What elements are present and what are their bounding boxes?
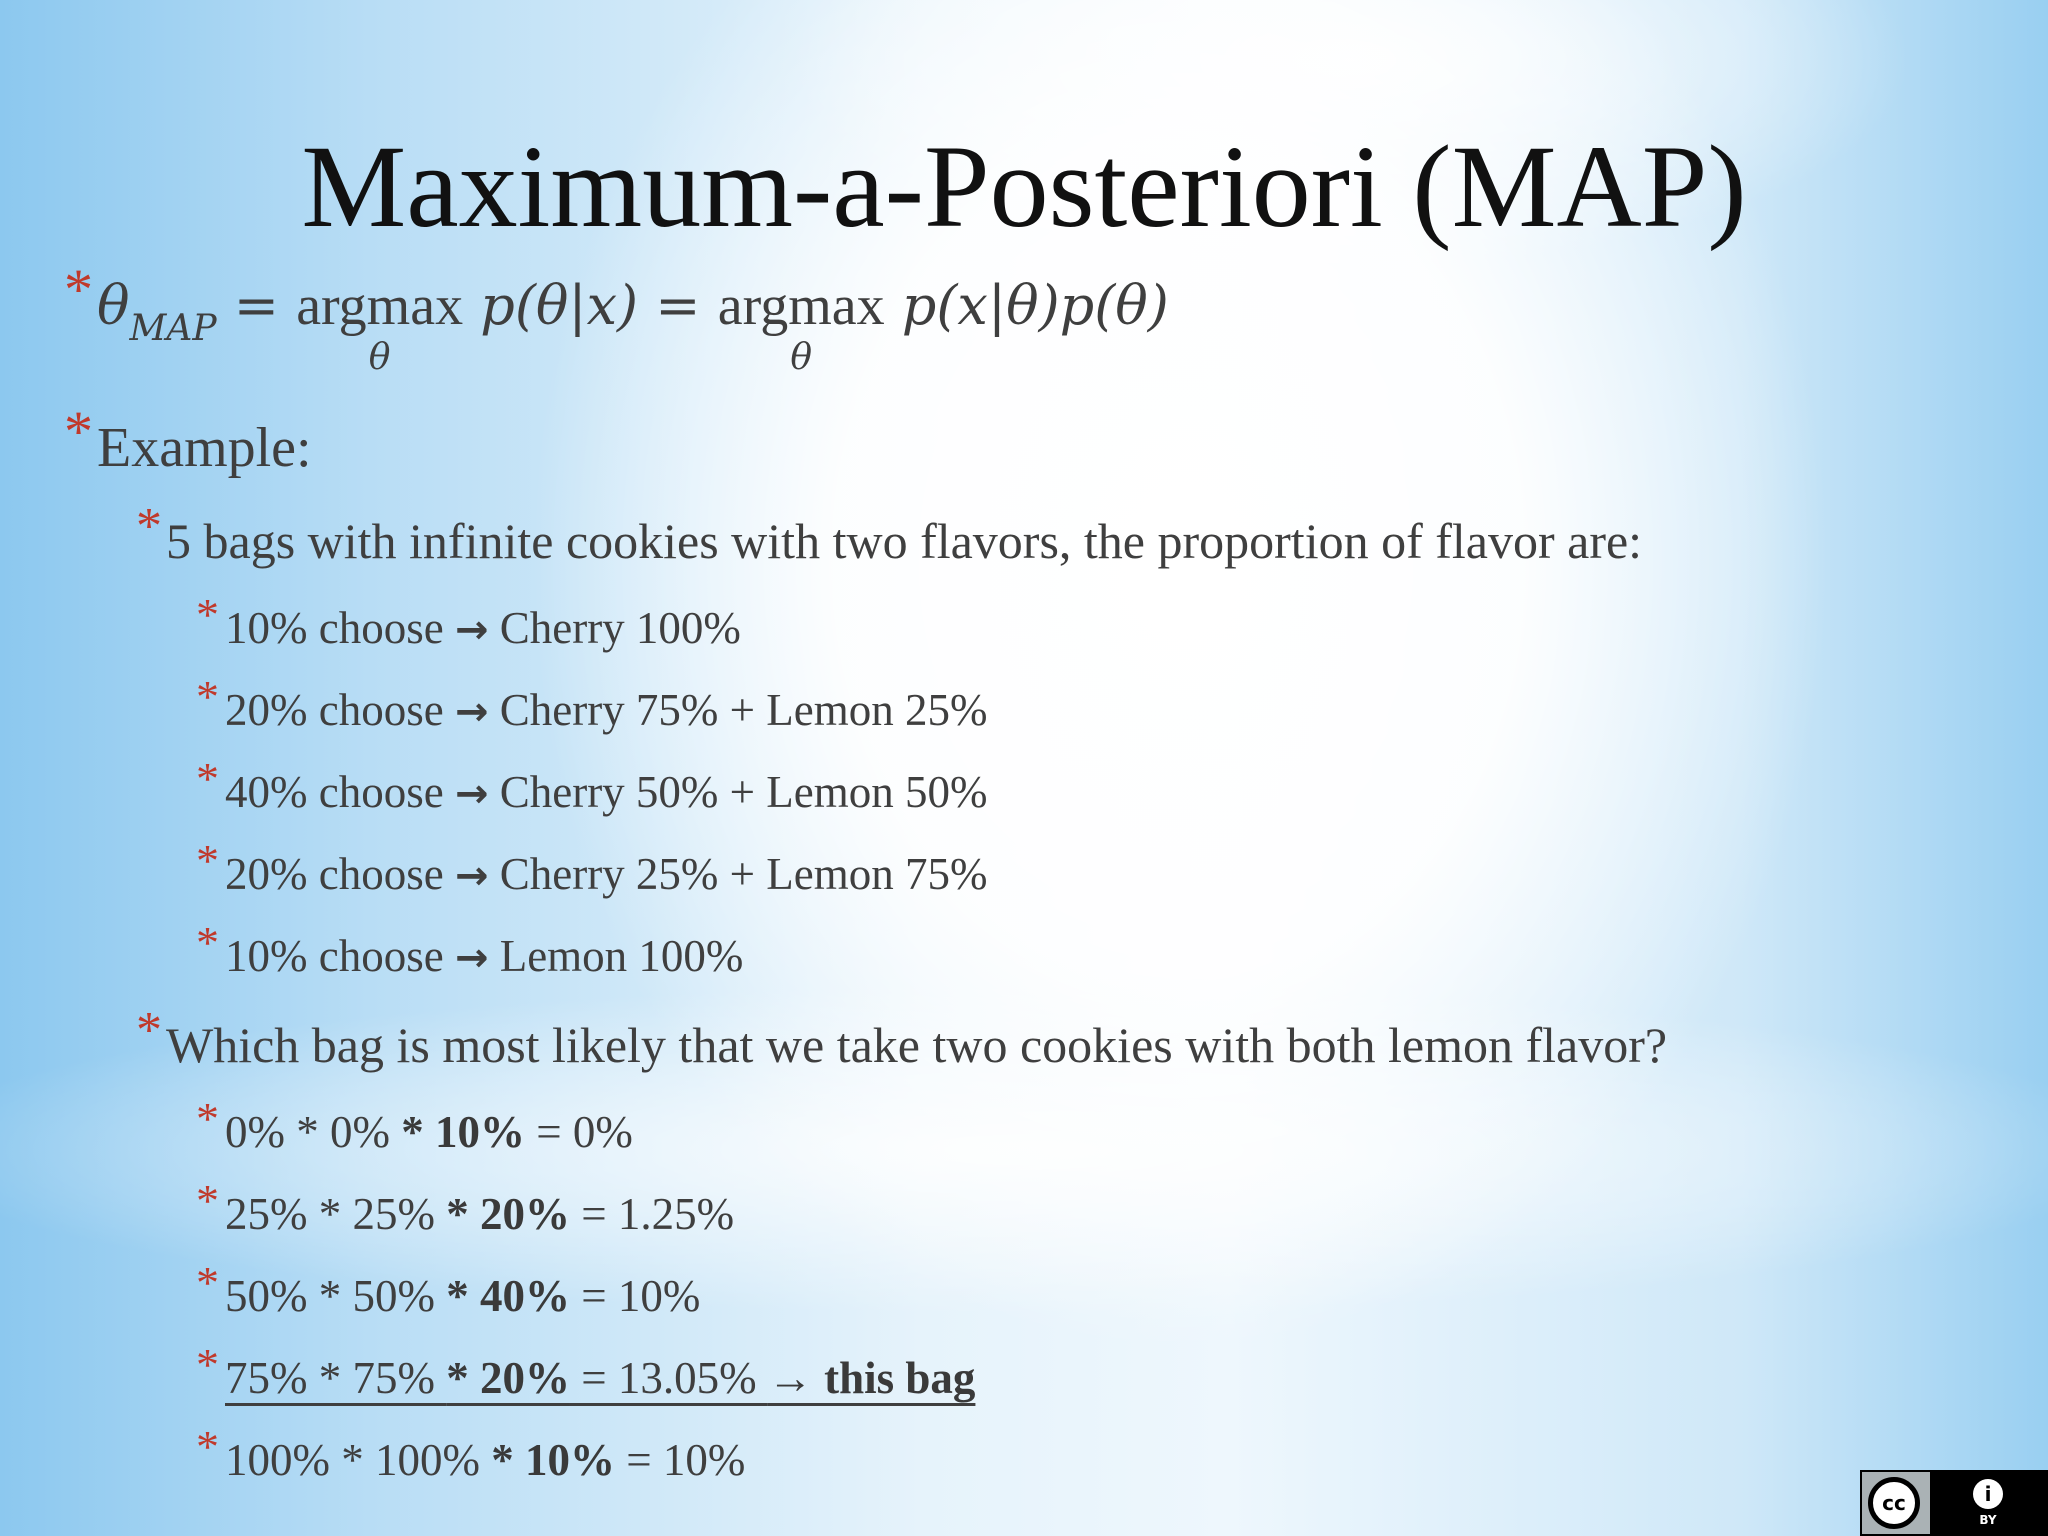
bullet-star: * bbox=[196, 835, 219, 886]
bullet-star: * bbox=[196, 917, 219, 968]
bullet-star: * bbox=[64, 399, 93, 464]
bullet-star: * bbox=[136, 498, 162, 555]
by-label: BY bbox=[1979, 1513, 1997, 1527]
bullet-star: * bbox=[196, 1093, 219, 1144]
cc-license-badge[interactable] bbox=[1860, 1470, 2048, 1536]
bag-item bbox=[196, 671, 988, 737]
bag-text: 20% choose → Cherry 75% + Lemon 25% bbox=[225, 685, 988, 735]
bullet-star: * bbox=[136, 1002, 162, 1059]
calc-item bbox=[196, 1093, 633, 1159]
calc-item bbox=[196, 1175, 735, 1241]
attribution-icon: i bbox=[1973, 1479, 2003, 1509]
calc-text: 25% * 25% * 20% = 1.25% bbox=[225, 1189, 735, 1239]
bullet-star: * bbox=[196, 753, 219, 804]
slide-title: Maximum-a-Posteriori (MAP) bbox=[301, 121, 1747, 252]
calc-text-answer: 75% * 75% * 20% = 13.05% → this bag bbox=[225, 1353, 976, 1403]
bag-item bbox=[196, 835, 988, 901]
bag-text: 10% choose → Cherry 100% bbox=[225, 603, 741, 653]
map-formula: $\theta_{MAP} = argmax$ θ p(θ|x) = argmax θ p(x|θ)p(θ) bbox=[97, 274, 1169, 378]
bullet-star: * bbox=[196, 1339, 219, 1390]
question-text: Which bag is most likely that we take two cookies with both lemon flavor? bbox=[166, 1017, 1668, 1073]
this-bag-label: → this bag bbox=[767, 1353, 976, 1403]
bullet-star: * bbox=[196, 671, 219, 722]
bag-item bbox=[196, 917, 744, 983]
bag-item bbox=[196, 589, 741, 655]
setup-text: 5 bags with infinite cookies with two flavors, the proportion of flavor are: bbox=[166, 513, 1643, 569]
calc-text: 0% * 0% * 10% = 0% bbox=[225, 1107, 633, 1157]
argmax-2: argmax θ bbox=[717, 275, 885, 378]
example-label: Example: bbox=[97, 417, 312, 479]
bag-text: 10% choose → Lemon 100% bbox=[225, 931, 744, 981]
bullet-star: * bbox=[196, 589, 219, 640]
bag-text: 40% choose → Cherry 50% + Lemon 50% bbox=[225, 767, 988, 817]
calc-text: 100% * 100% * 10% = 10% bbox=[225, 1435, 746, 1485]
setup-bullet bbox=[136, 498, 1643, 571]
bullet-star: * bbox=[196, 1421, 219, 1472]
calc-item bbox=[196, 1421, 746, 1487]
calc-item-answer bbox=[196, 1339, 976, 1405]
bullet-star: * bbox=[196, 1175, 219, 1226]
argmax-1: argmax θ bbox=[296, 275, 464, 378]
question-bullet bbox=[136, 1002, 1668, 1075]
by-section bbox=[1930, 1472, 2046, 1534]
bag-text: 20% choose → Cherry 25% + Lemon 75% bbox=[225, 849, 988, 899]
bullet-star: * bbox=[64, 257, 93, 322]
cc-icon: cc bbox=[1868, 1477, 1920, 1529]
bag-item bbox=[196, 753, 988, 819]
formula-bullet bbox=[64, 257, 1169, 378]
example-bullet bbox=[64, 399, 312, 482]
calc-item bbox=[196, 1257, 701, 1323]
calc-text: 50% * 50% * 40% = 10% bbox=[225, 1271, 701, 1321]
bullet-star: * bbox=[196, 1257, 219, 1308]
